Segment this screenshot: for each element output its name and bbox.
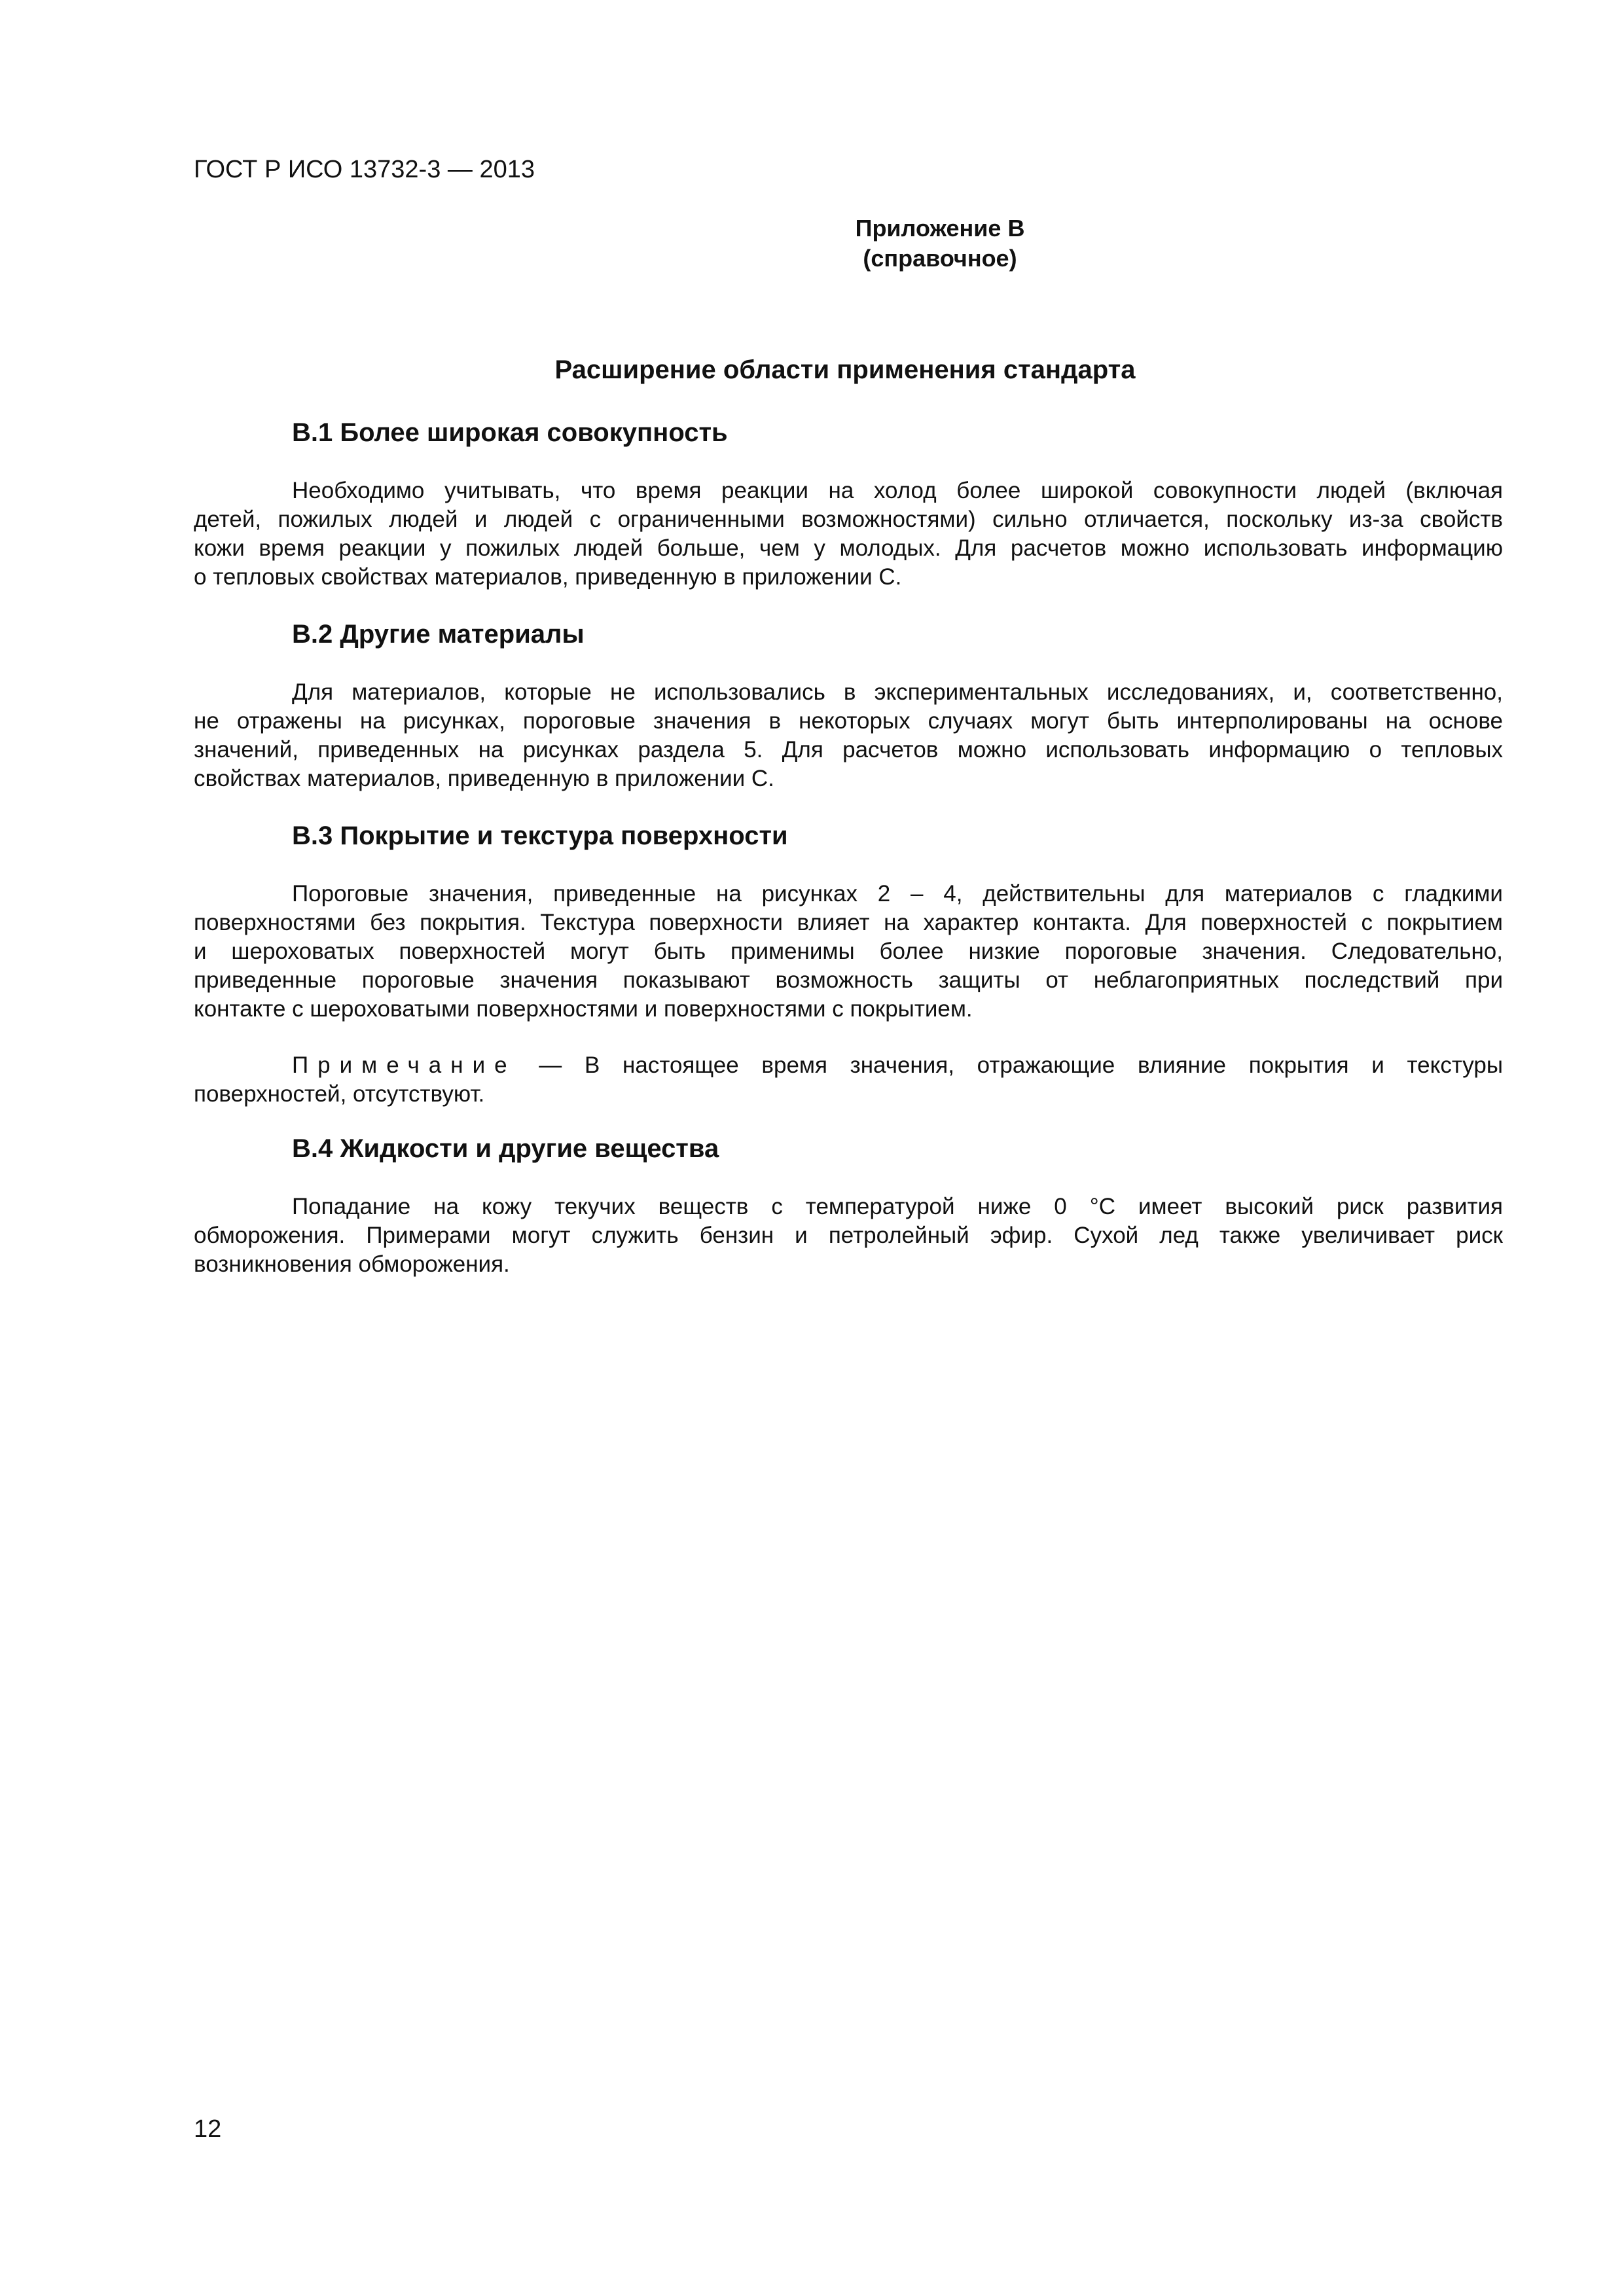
note-label: Примечание — [292, 1052, 516, 1078]
paragraph-line: Пороговые значения, приведенные на рисунках 2 – 4, действительны для материалов с гладкими — [292, 881, 1503, 906]
annex-title: Приложение В — [855, 215, 1025, 242]
section-heading-b2: В.2 Другие материалы — [292, 620, 585, 649]
section-b3-paragraph — [194, 880, 1503, 1024]
note-text: — В настоящее время значения, отражающие влияние покрытия и текстуры — [539, 1052, 1503, 1078]
section-b4-paragraph — [194, 1193, 1503, 1279]
section-b3-note — [194, 1051, 1503, 1109]
paragraph-line: значений, приведенных на рисунках раздела 5. Для расчетов можно использовать информацию о тепловых — [194, 737, 1503, 762]
paragraph-line: контакте с шероховатыми поверхностями и поверхностями с покрытием. — [194, 996, 973, 1022]
paragraph-line: Необходимо учитывать, что время реакции на холод более широкой совокупности людей (включая — [292, 478, 1503, 503]
section-heading-b1: В.1 Более широкая совокупность — [292, 418, 728, 447]
section-heading-b4: В.4 Жидкости и другие вещества — [292, 1134, 719, 1163]
paragraph-line: свойствах материалов, приведенную в приложении С. — [194, 766, 774, 791]
paragraph-line: о тепловых свойствах материалов, приведенную в приложении С. — [194, 564, 902, 590]
paragraph-line: Попадание на кожу текучих веществ с температурой ниже 0 °С имеет высокий риск развития — [292, 1194, 1503, 1219]
paragraph-line: Для материалов, которые не использовались в экспериментальных исследованиях, и, соответственно, — [292, 679, 1503, 705]
paragraph-line: обморожения. Примерами могут служить бензин и петролейный эфир. Сухой лед также увеличивает риск — [194, 1223, 1503, 1248]
paragraph-line: возникновения обморожения. — [194, 1251, 510, 1277]
note-line — [194, 1051, 1503, 1080]
section-b2-paragraph — [194, 678, 1503, 793]
section-b1-paragraph — [194, 476, 1503, 592]
paragraph-line: не отражены на рисунках, пороговые значения в некоторых случаях могут быть интерполированы на основе — [194, 708, 1503, 734]
paragraph-line: детей, пожилых людей и людей с ограниченными возможностями) сильно отличается, поскольку из-за свойств — [194, 507, 1503, 532]
page-title: Расширение области применения стандарта — [554, 355, 1136, 384]
paragraph-line: приведенные пороговые значения показывают возможность защиты от неблагоприятных последствий при — [194, 967, 1503, 993]
annex-status: (справочное) — [863, 245, 1017, 272]
standard-code-header: ГОСТ Р ИСО 13732-3 — 2013 — [194, 156, 535, 183]
paragraph-line: поверхностями без покрытия. Текстура поверхности влияет на характер контакта. Для поверхностей с покрытием — [194, 910, 1503, 935]
paragraph-line: и шероховатых поверхностей могут быть применимы более низкие пороговые значения. Следовательно, — [194, 939, 1503, 964]
page-number: 12 — [194, 2115, 222, 2143]
section-heading-b3: В.3 Покрытие и текстура поверхности — [292, 821, 788, 850]
paragraph-line: кожи время реакции у пожилых людей больше, чем у молодых. Для расчетов можно использовать информацию — [194, 535, 1503, 561]
annex-heading — [194, 213, 1496, 274]
note-line: поверхностей, отсутствуют. — [194, 1081, 485, 1107]
